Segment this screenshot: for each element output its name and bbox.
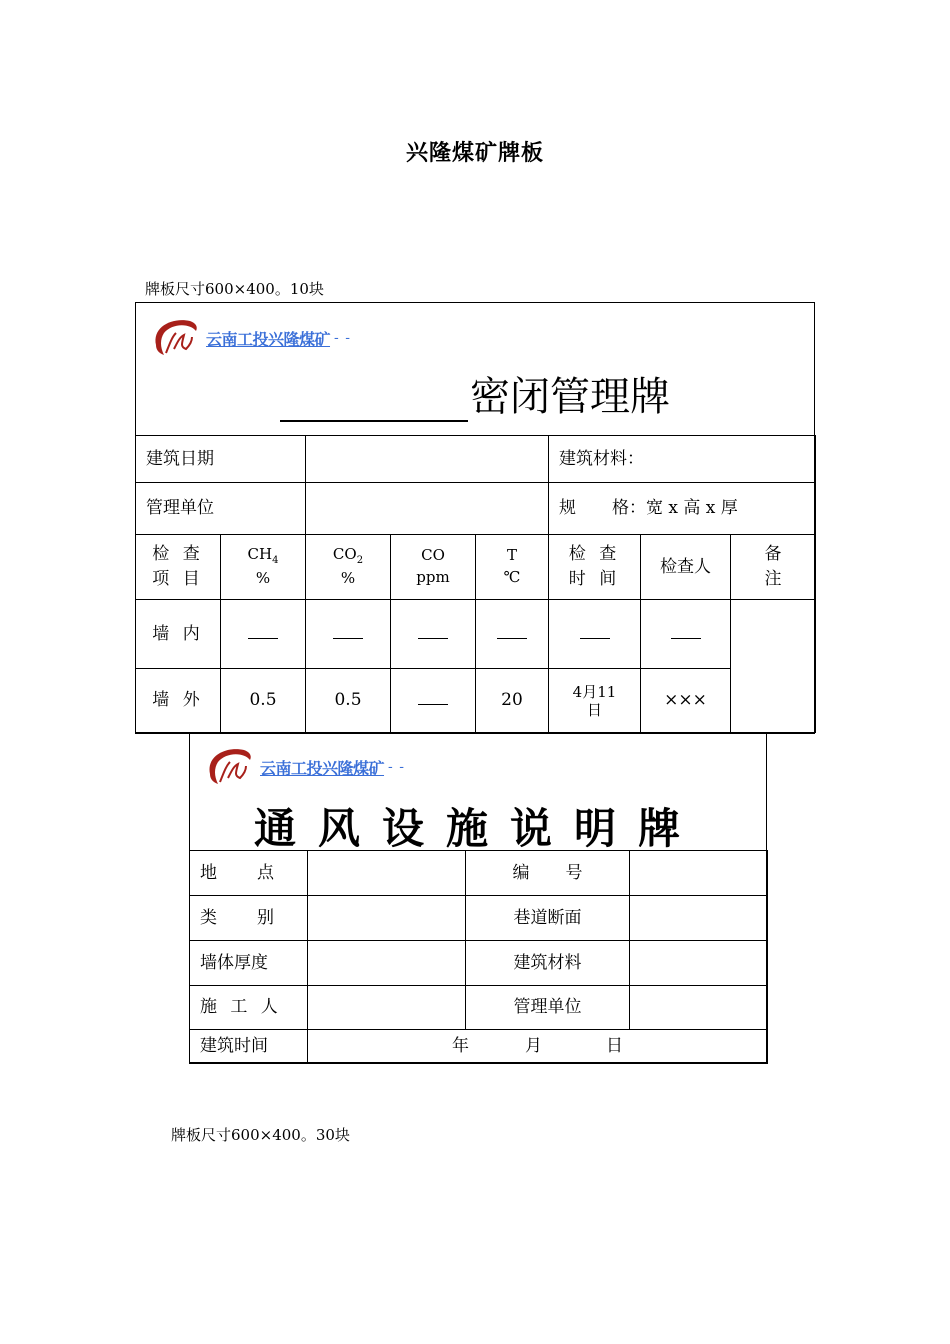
outside-t: 20	[476, 669, 549, 733]
header-ch4: $CH_4$ %	[221, 535, 306, 600]
row-inside-wall-label: 墙 内	[136, 600, 221, 669]
inside-inspector	[641, 600, 731, 669]
spec-label: 规 格：宽 x 高 x 厚	[549, 483, 816, 535]
company-name: 云南工投兴隆煤矿	[206, 329, 331, 349]
location-label: 地 点	[190, 851, 308, 896]
header-temperature: T ℃	[476, 535, 549, 600]
header-inspection-item: 检 查 项 目	[136, 535, 221, 600]
sealed-board-title-text: 密闭管理牌	[470, 374, 670, 420]
constructor-label: 施 工 人	[190, 986, 308, 1030]
inside-co2	[306, 600, 391, 669]
sealed-board-title	[136, 365, 814, 422]
build-time-label: 建筑时间	[190, 1030, 308, 1064]
number-value	[630, 851, 768, 896]
table-row	[190, 851, 768, 896]
wall-thickness-label: 墙体厚度	[190, 941, 308, 986]
inside-co	[391, 600, 476, 669]
table-row	[190, 941, 768, 986]
board-size-note-bottom: 牌板尺寸600×400。30块	[171, 1126, 350, 1144]
title-blank-line	[280, 380, 468, 422]
company-header	[150, 315, 351, 361]
ventilation-board-title: 通风设施说明牌	[253, 804, 702, 853]
location-value	[308, 851, 466, 896]
company-logo-icon	[204, 744, 254, 790]
inside-time	[549, 600, 641, 669]
roadway-section-label: 巷道断面	[466, 896, 630, 941]
header-inspection-time: 检 查 时 间	[549, 535, 641, 600]
type-value	[308, 896, 466, 941]
header-co2: $CO_2$ %	[306, 535, 391, 600]
header-co: CO ppm	[391, 535, 476, 600]
management-unit-value	[306, 483, 549, 535]
table-row	[190, 896, 768, 941]
wall-thickness-value	[308, 941, 466, 986]
ventilation-info-table	[189, 850, 768, 1064]
outside-co2: 0.5	[306, 669, 391, 733]
management-unit-label: 管理单位	[136, 483, 306, 535]
table-row	[136, 600, 816, 669]
build-date-label: 建筑日期	[136, 436, 306, 483]
inside-ch4	[221, 600, 306, 669]
outside-co	[391, 669, 476, 733]
inspection-table	[135, 534, 816, 733]
sealed-management-board	[135, 302, 815, 734]
page-title: 兴隆煤矿牌板	[405, 141, 544, 166]
number-label: 编 号	[466, 851, 630, 896]
build-material-label: 建筑材料：	[549, 436, 816, 483]
constructor-value	[308, 986, 466, 1030]
company-dash: - -	[388, 759, 405, 775]
build-time-value: 年 月 日	[308, 1030, 768, 1064]
roadway-section-value	[630, 896, 768, 941]
outside-ch4: 0.5	[221, 669, 306, 733]
header-remark: 备 注	[731, 535, 816, 600]
build-date-value	[306, 436, 549, 483]
header-inspector: 检查人	[641, 535, 731, 600]
type-label: 类 别	[190, 896, 308, 941]
row-outside-wall-label: 墙 外	[136, 669, 221, 733]
company-name: 云南工投兴隆煤矿	[260, 758, 385, 778]
inside-t	[476, 600, 549, 669]
management-unit-label-2: 管理单位	[466, 986, 630, 1030]
outside-time: 4月11 日	[549, 669, 641, 733]
board-size-note-top: 牌板尺寸600×400。10块	[145, 280, 324, 298]
remark-cell	[731, 600, 816, 733]
table-row	[136, 669, 816, 733]
company-header-2	[204, 744, 405, 790]
ventilation-facility-board	[189, 733, 767, 1063]
table-row	[190, 1030, 768, 1064]
outside-inspector: ×××	[641, 669, 731, 733]
building-material-value	[630, 941, 768, 986]
company-logo-icon	[150, 315, 200, 361]
table-row	[190, 986, 768, 1030]
sealed-info-table	[135, 435, 816, 535]
management-unit-value-2	[630, 986, 768, 1030]
building-material-label: 建筑材料	[466, 941, 630, 986]
company-dash: - -	[334, 330, 351, 346]
